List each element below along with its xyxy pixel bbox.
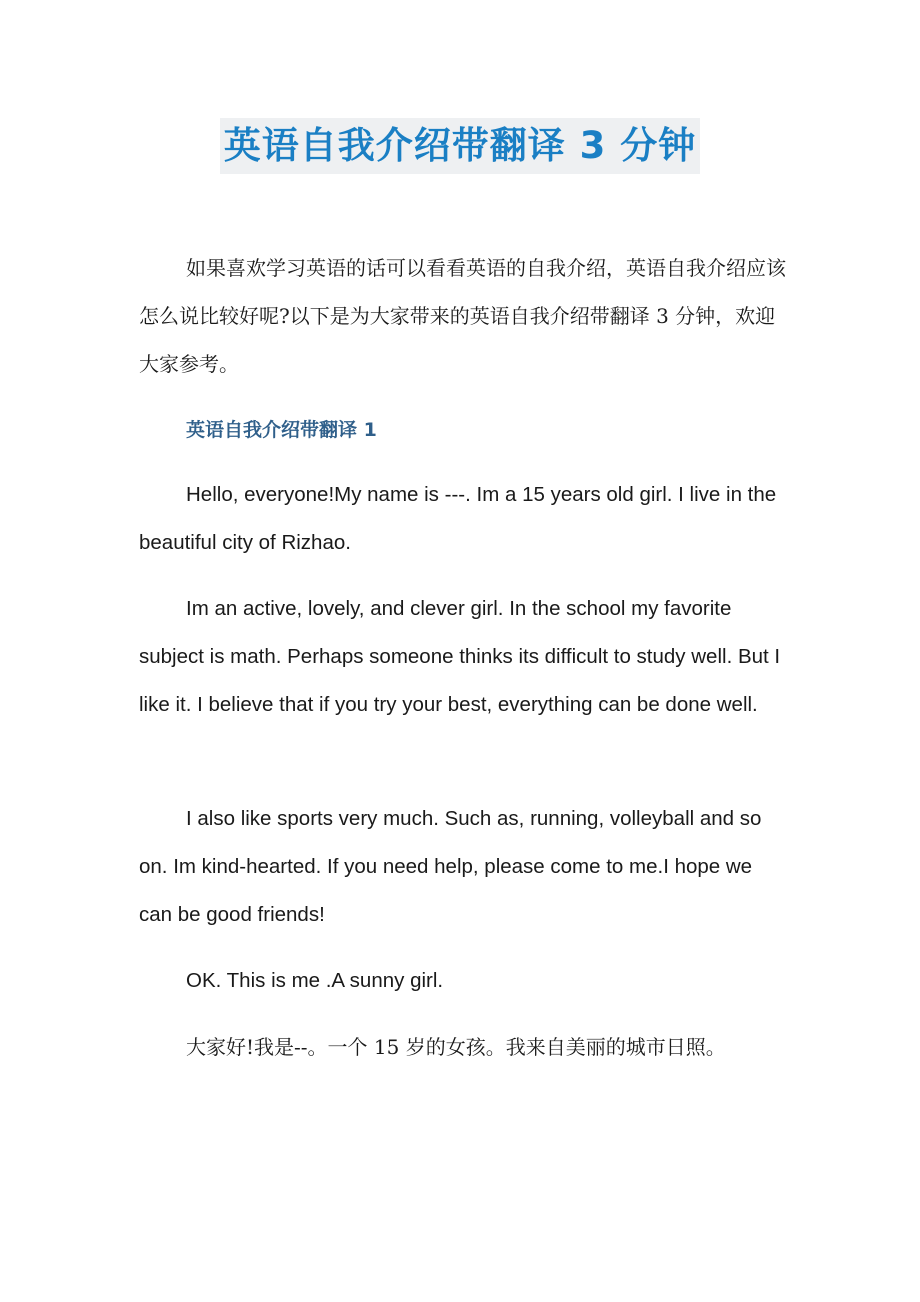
english-paragraph-2: Im an active, lovely, and clever girl. In the school my favorite subject is math. Perhaps someone thinks its difficult to study well. But I like it. I believe that if you try your best, everything can be done well. [139,597,781,716]
translation-paragraph-block [139,1023,799,1071]
english-paragraph-3: I also like sports very much. Such as, running, volleyball and so on. Im kind-hearted. If you need help, please come to me.I hope we can be good friends! [139,807,762,926]
english-paragraph-2-block [139,585,789,729]
english-paragraph-4: OK. This is me .A sunny girl. [186,969,444,992]
title-container [0,118,920,174]
document-title: 英语自我介绍带翻译 3 分钟 [220,118,701,174]
intro-paragraph: 如果喜欢学习英语的话可以看看英语的自我介绍，英语自我介绍应该怎么说比较好呢?以下是为大家带来的英语自我介绍带翻译 3 分钟，欢迎大家参考。 [139,256,786,376]
english-paragraph-3-block [139,795,789,939]
english-paragraph-1-block [139,471,789,567]
english-paragraph-1: Hello, everyone!My name is ---. Im a 15 years old girl. I live in the beautiful city of Rizhao. [139,483,777,554]
english-paragraph-4-block [139,957,789,1005]
section-heading: 英语自我介绍带翻译 1 [186,419,377,441]
translation-paragraph: 大家好!我是--。一个 15 岁的女孩。我来自美丽的城市日照。 [186,1035,726,1059]
intro-paragraph-block [139,244,789,388]
